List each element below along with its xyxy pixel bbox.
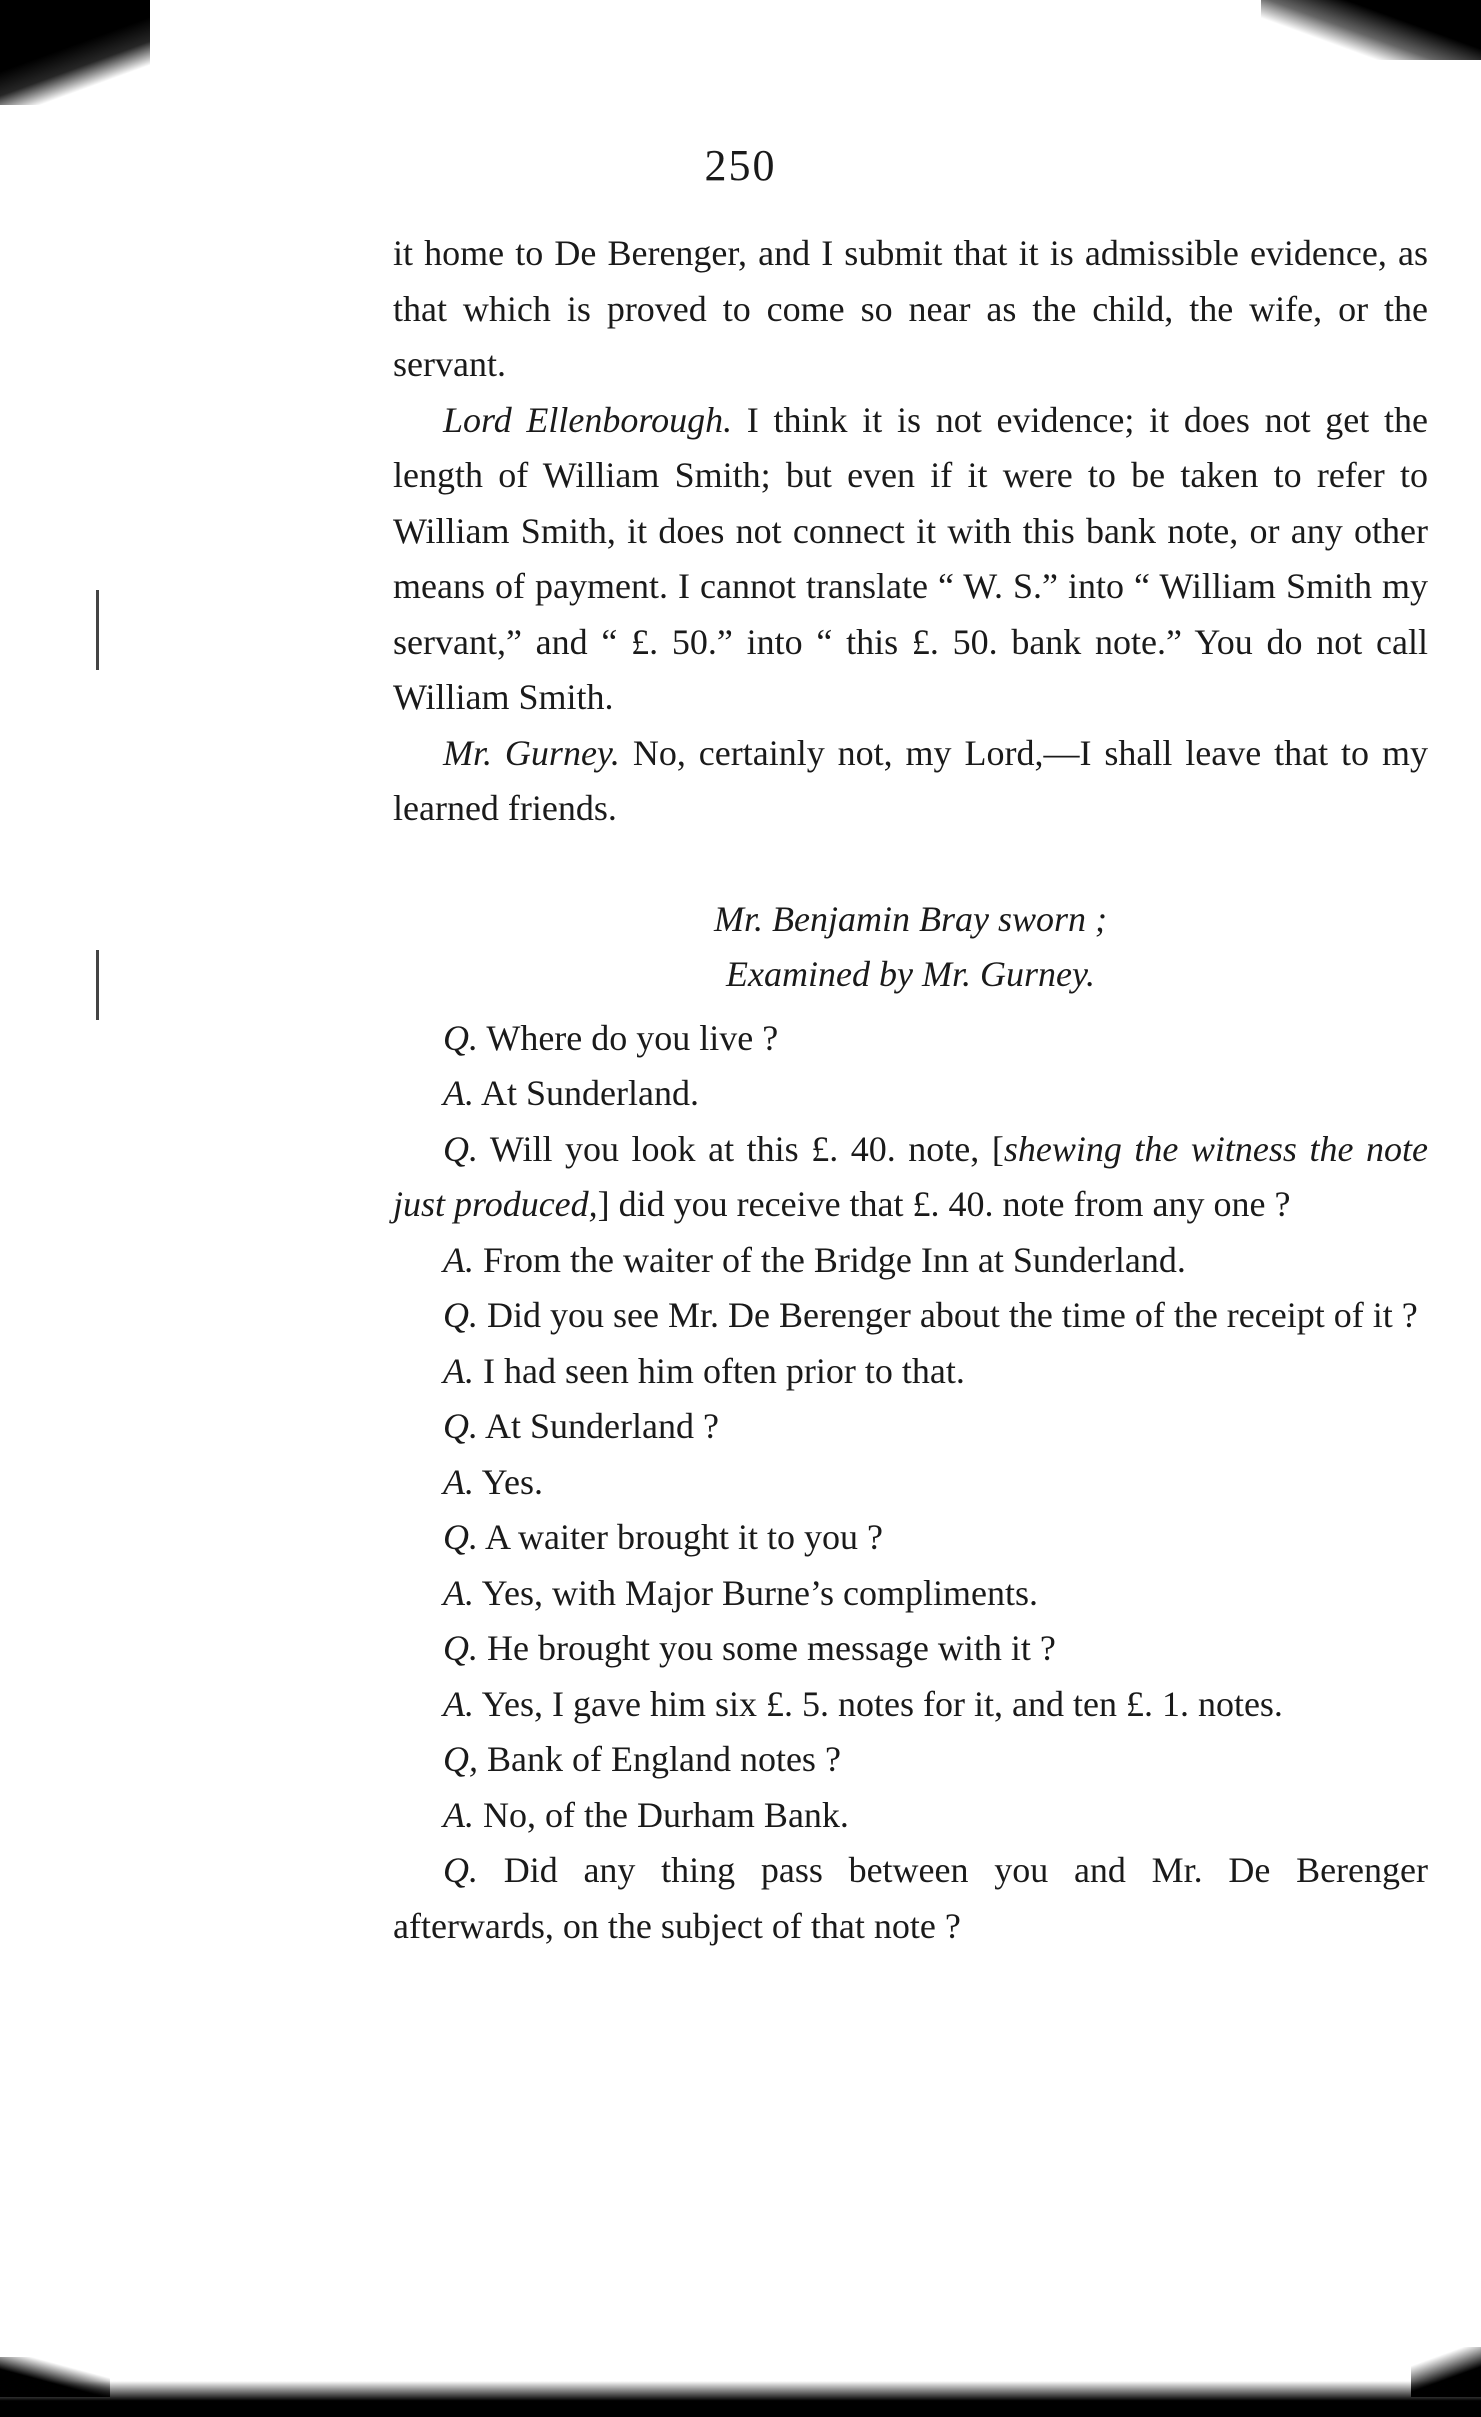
scan-shadow-bottom-left [0, 2357, 110, 2397]
witness-heading: Mr. Benjamin Bray sworn ; [714, 898, 1107, 939]
qa-text: I had seen him often prior to that. [474, 1350, 965, 1391]
paragraph-gurney [393, 726, 1428, 837]
paragraph-continuation: it home to De Berenger, and I submit that it is admissible evidence, as that which is proved to come so near as the child, the wife, or the servant. [393, 233, 1428, 384]
qa-text: Yes, I gave him six £. 5. notes for it, and ten £. 1. notes. [474, 1683, 1283, 1724]
qa-line [393, 1566, 1428, 1622]
qa-line [393, 1510, 1428, 1566]
qa-label: Q. [443, 1850, 478, 1890]
scan-shadow-top-right [1261, 0, 1481, 60]
qa-label: A. [443, 1683, 474, 1724]
qa-line [393, 1233, 1428, 1289]
qa-label: A. [443, 1073, 474, 1113]
qa-label: A. [443, 1461, 474, 1502]
qa-line [393, 1399, 1428, 1455]
qa-text: From the waiter of the Bridge Inn at Sunderland. [474, 1239, 1186, 1280]
qa-label: Q. [443, 1406, 478, 1446]
qa-line [393, 1732, 1428, 1788]
qa-line [393, 1344, 1428, 1400]
qa-line [393, 1011, 1428, 1067]
examination-heading: Examined by Mr. Gurney. [726, 954, 1095, 994]
qa-line [393, 1122, 1428, 1233]
qa-label: A. [443, 1794, 474, 1835]
qa-text: He brought you some message with it ? [478, 1628, 1056, 1668]
qa-label: Q. [443, 1517, 478, 1557]
qa-text-italic: shewing the witness the note just produced, [393, 1128, 1428, 1224]
scan-margin-mark [96, 950, 99, 1020]
scan-shadow-top-left [0, 0, 150, 105]
speaker-name: Lord Ellenborough. [443, 399, 733, 440]
qa-line [393, 1066, 1428, 1122]
page-number: 250 [704, 141, 777, 190]
qa-label: A. [443, 1572, 474, 1613]
qa-text: Will you look at this £. 40. note, [ [478, 1128, 1004, 1169]
paragraph-ellenborough [393, 393, 1428, 726]
scan-margin-mark [96, 590, 99, 670]
qa-text: A waiter brought it to you ? [478, 1517, 883, 1557]
qa-label: Q. [443, 1017, 478, 1058]
qa-text: At Sunderland ? [478, 1406, 719, 1446]
qa-line [393, 1843, 1428, 1954]
qa-label: Q. [443, 1628, 478, 1668]
qa-text: At Sunderland. [474, 1073, 699, 1113]
qa-label: A. [443, 1239, 474, 1280]
paragraph-text: No, certainly not, my Lord,—I shall leave that to my learned friends. [393, 732, 1428, 828]
qa-line [393, 1621, 1428, 1677]
speaker-name: Mr. Gurney. [443, 732, 620, 773]
qa-line [393, 1788, 1428, 1844]
page-body [393, 226, 1428, 1954]
qa-label: Q. [443, 1295, 478, 1335]
qa-label: A. [443, 1350, 474, 1391]
qa-line [393, 1677, 1428, 1733]
paragraph-text: I think it is not evidence; it does not get the length of William Smith; but even if it were to be taken to refer to William Smith, it does not connect it with this bank note, or any other means of payment. I cannot translate “ W. S.” into “ William Smith my servant,” and “ £. 50.” into “ this £. 50. bank note.” You do not call William Smith. [393, 399, 1428, 717]
qa-label: Q. [443, 1128, 478, 1169]
qa-text: No, of the Durham Bank. [474, 1794, 849, 1835]
qa-text: ] did you receive that £. 40. note from any one ? [597, 1184, 1291, 1224]
scan-shadow-bottom [0, 2381, 1481, 2417]
qa-text: Bank of England notes ? [478, 1739, 841, 1779]
qa-text: Yes, with Major Burne’s compliments. [474, 1572, 1038, 1613]
qa-text: Where do you live ? [478, 1017, 779, 1058]
scan-shadow-bottom-right [1411, 2347, 1481, 2397]
qa-line [393, 1288, 1428, 1344]
qa-text: Yes. [474, 1461, 544, 1502]
qa-text: Did any thing pass between you and Mr. De Berenger afterwards, on the subject of that note ? [393, 1850, 1428, 1946]
qa-label: Q, [443, 1739, 478, 1779]
qa-line [393, 1455, 1428, 1511]
qa-text: Did you see Mr. De Berenger about the time of the receipt of it ? [478, 1295, 1418, 1335]
